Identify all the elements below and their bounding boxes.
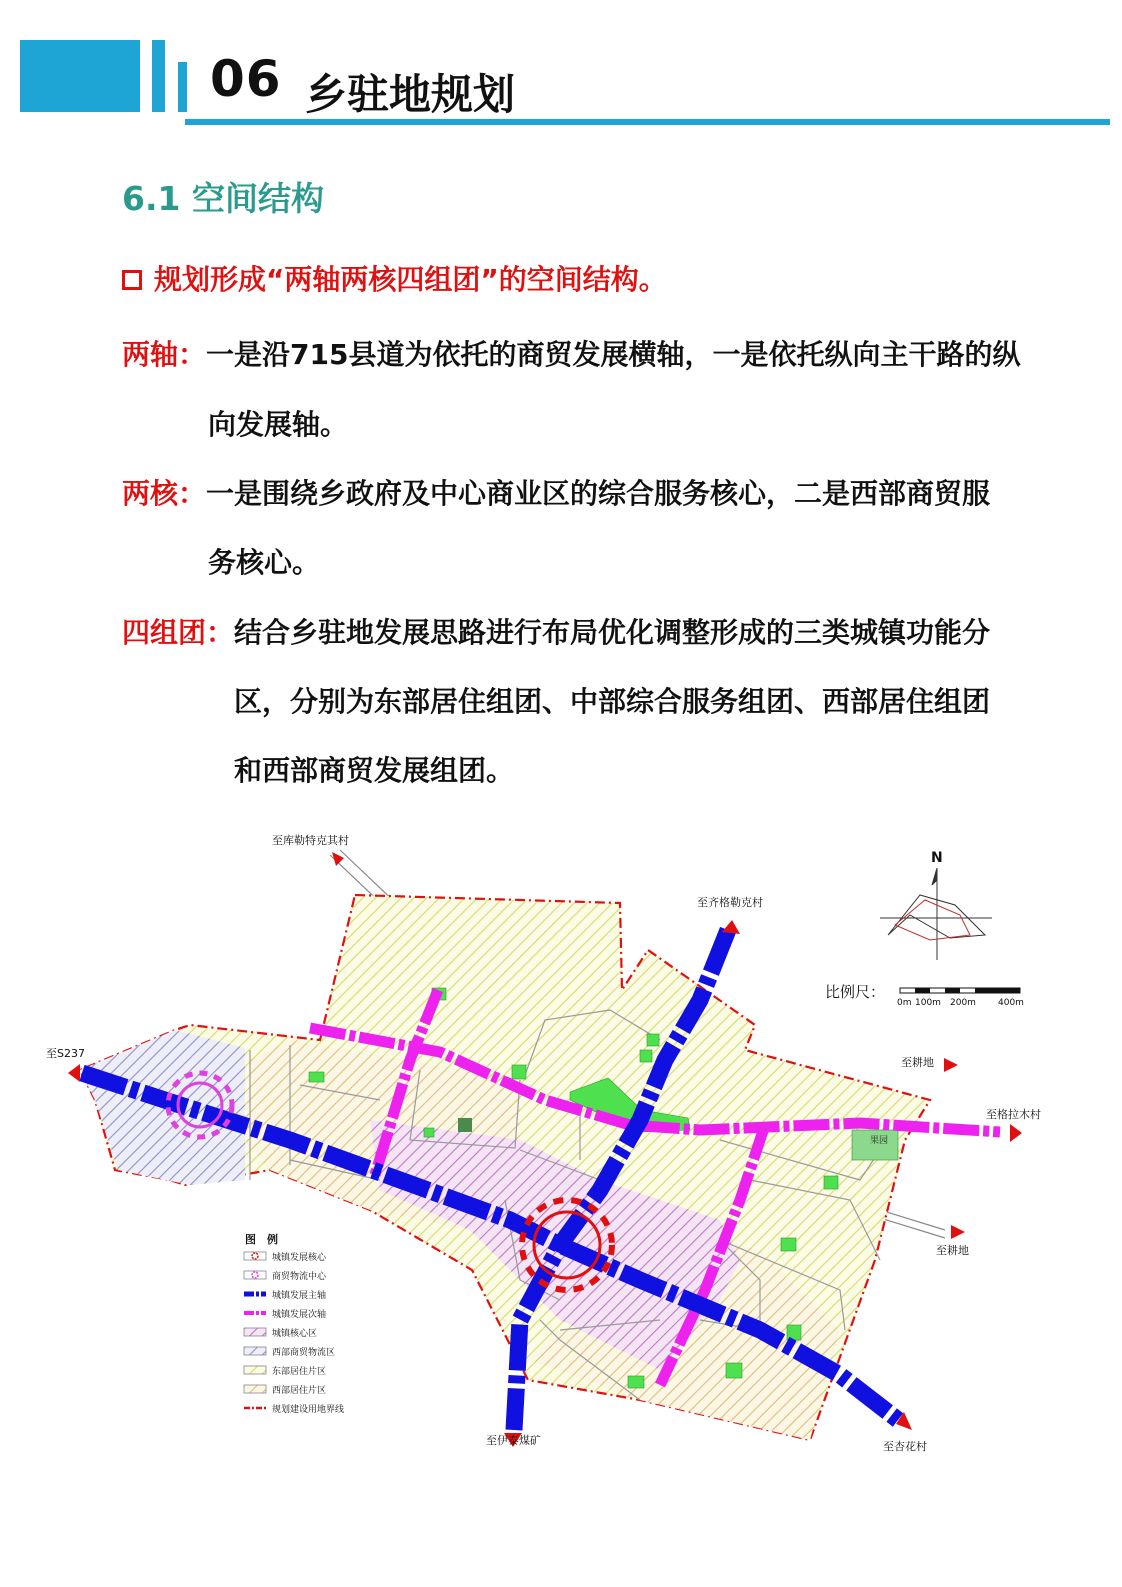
chapter-number: 06 (210, 50, 282, 108)
chapter-title: 乡驻地规划 (305, 70, 516, 119)
svg-text:N: N (931, 850, 943, 866)
legend-item: 西部商贸物流区 (272, 1348, 336, 1358)
header-bar (152, 40, 165, 112)
dest-gelamu: 至格拉木村 (986, 1108, 1041, 1121)
para-groups-line2: 区，分别为东部居住组团、中部综合服务组团、西部居住组团 (234, 685, 991, 718)
dest-qigeleke: 至齐格勒克村 (697, 896, 763, 909)
svg-text:比例尺：: 比例尺： (825, 983, 886, 1001)
svg-text:400m: 400m (998, 998, 1024, 1008)
dest-yitai: 至伊泰煤矿 (486, 1434, 541, 1447)
para-axes-line1 (122, 333, 1020, 373)
para-cores-line1 (122, 472, 990, 512)
svg-text:100m: 100m (915, 998, 941, 1008)
svg-text:0m: 0m (897, 998, 912, 1008)
dest-xinghua: 至杏花村 (883, 1440, 927, 1453)
map-legend (244, 1232, 344, 1415)
legend-item: 城镇核心区 (272, 1329, 318, 1339)
north-arrow-icon (880, 850, 992, 960)
dark-green-block (458, 1118, 472, 1132)
legend-item: 规划建设用地界线 (272, 1405, 345, 1415)
dest-kuleteqi: 至库勒特克其村 (272, 834, 349, 847)
legend-item: 城镇发展次轴 (272, 1310, 327, 1320)
svg-text:200m: 200m (950, 998, 976, 1008)
section-title: 6.1 空间结构 (122, 179, 324, 218)
dest-gengdi-south: 至耕地 (936, 1244, 969, 1257)
para-groups-line3: 和西部商贸发展组团。 (234, 754, 515, 787)
legend-item: 商贸物流中心 (272, 1272, 327, 1282)
label-groups: 四组团： (122, 616, 235, 649)
legend-item: 城镇发展主轴 (272, 1291, 327, 1301)
label-cores: 两核： (122, 477, 207, 510)
dest-s237: 至S237 (46, 1047, 85, 1060)
legend-item: 东部居住片区 (272, 1367, 327, 1377)
lead-statement (122, 258, 667, 298)
header-bar-small (178, 62, 187, 112)
legend-item: 城镇发展核心 (272, 1253, 327, 1263)
label-axes: 两轴： (122, 338, 207, 371)
checkbox-icon (122, 270, 142, 290)
para-cores-line2: 务核心。 (208, 546, 321, 579)
orchard-label: 果园 (870, 1136, 889, 1146)
header-block (20, 40, 140, 112)
text-groups-1: 结合乡驻地发展思路进行布局优化调整形成的三类城镇功能分 (234, 616, 991, 649)
svg-text:图 例: 图 例 (245, 1233, 278, 1246)
text-cores-1: 一是围绕乡政府及中心商业区的综合服务核心，二是西部商贸服 (206, 477, 991, 510)
lead-text: 规划形成“两轴两核四组团”的空间结构。 (154, 263, 667, 296)
spatial-structure-map (0, 820, 1122, 1580)
para-axes-line2: 向发展轴。 (208, 408, 349, 441)
dest-gengdi-north: 至耕地 (901, 1056, 934, 1069)
legend-item: 西部居住片区 (272, 1386, 327, 1396)
scale-bar (825, 983, 1024, 1008)
legend-swatches (244, 1252, 266, 1408)
text-axes-1: 一是沿715县道为依托的商贸发展横轴，一是依托纵向主干路的纵 (206, 338, 1021, 371)
para-groups-line1 (122, 611, 990, 651)
